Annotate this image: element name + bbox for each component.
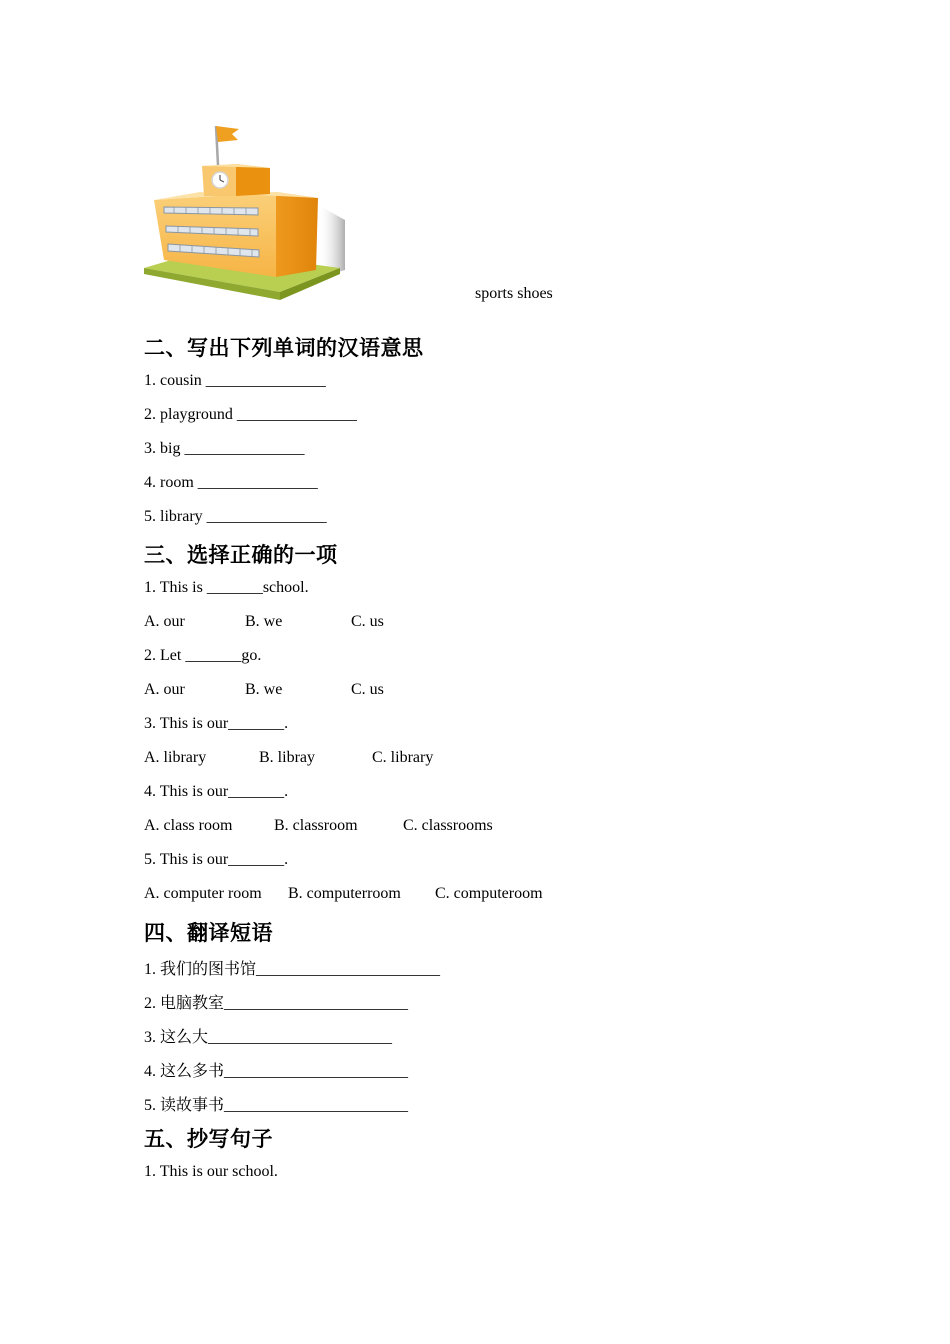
section-5-heading: 五、抄写句子: [144, 1127, 273, 1151]
option-a: A. our: [144, 681, 185, 698]
translation-item: 1. 我们的图书馆_______________________: [144, 961, 441, 978]
translation-item: 5. 读故事书_______________________: [144, 1097, 409, 1114]
option-a: A. our: [144, 613, 185, 630]
question-text: 1. This is _______school.: [144, 579, 309, 596]
translation-item: 4. 这么多书_______________________: [144, 1063, 409, 1080]
option-c: C. computeroom: [435, 885, 543, 902]
image-caption: sports shoes: [475, 285, 553, 302]
question-text: 3. This is our_______.: [144, 715, 289, 732]
vocab-item: 4. room _______________: [144, 474, 318, 491]
option-c: C. library: [372, 749, 434, 766]
option-a: A. library: [144, 749, 207, 766]
translation-item: 2. 电脑教室_______________________: [144, 995, 409, 1012]
option-a: A. class room: [144, 817, 233, 834]
option-b: B. computerroom: [288, 885, 401, 902]
vocab-item: 2. playground _______________: [144, 406, 357, 423]
option-b: B. libray: [259, 749, 315, 766]
option-b: B. classroom: [274, 817, 358, 834]
section-3-heading: 三、选择正确的一项: [144, 543, 338, 567]
section-2-heading: 二、写出下列单词的汉语意思: [144, 336, 424, 360]
translation-item: 3. 这么大_______________________: [144, 1029, 393, 1046]
question-text: 2. Let _______go.: [144, 647, 262, 664]
option-b: B. we: [245, 613, 283, 630]
question-text: 4. This is our_______.: [144, 783, 289, 800]
vocab-item: 5. library _______________: [144, 508, 327, 525]
school-building-icon: [140, 120, 350, 305]
copy-sentence-item: 1. This is our school.: [144, 1163, 278, 1180]
option-c: C. us: [351, 681, 384, 698]
vocab-item: 1. cousin _______________: [144, 372, 326, 389]
option-c: C. classrooms: [403, 817, 493, 834]
vocab-item: 3. big _______________: [144, 440, 305, 457]
section-4-heading: 四、翻译短语: [144, 921, 273, 945]
question-text: 5. This is our_______.: [144, 851, 289, 868]
option-c: C. us: [351, 613, 384, 630]
option-b: B. we: [245, 681, 283, 698]
option-a: A. computer room: [144, 885, 262, 902]
